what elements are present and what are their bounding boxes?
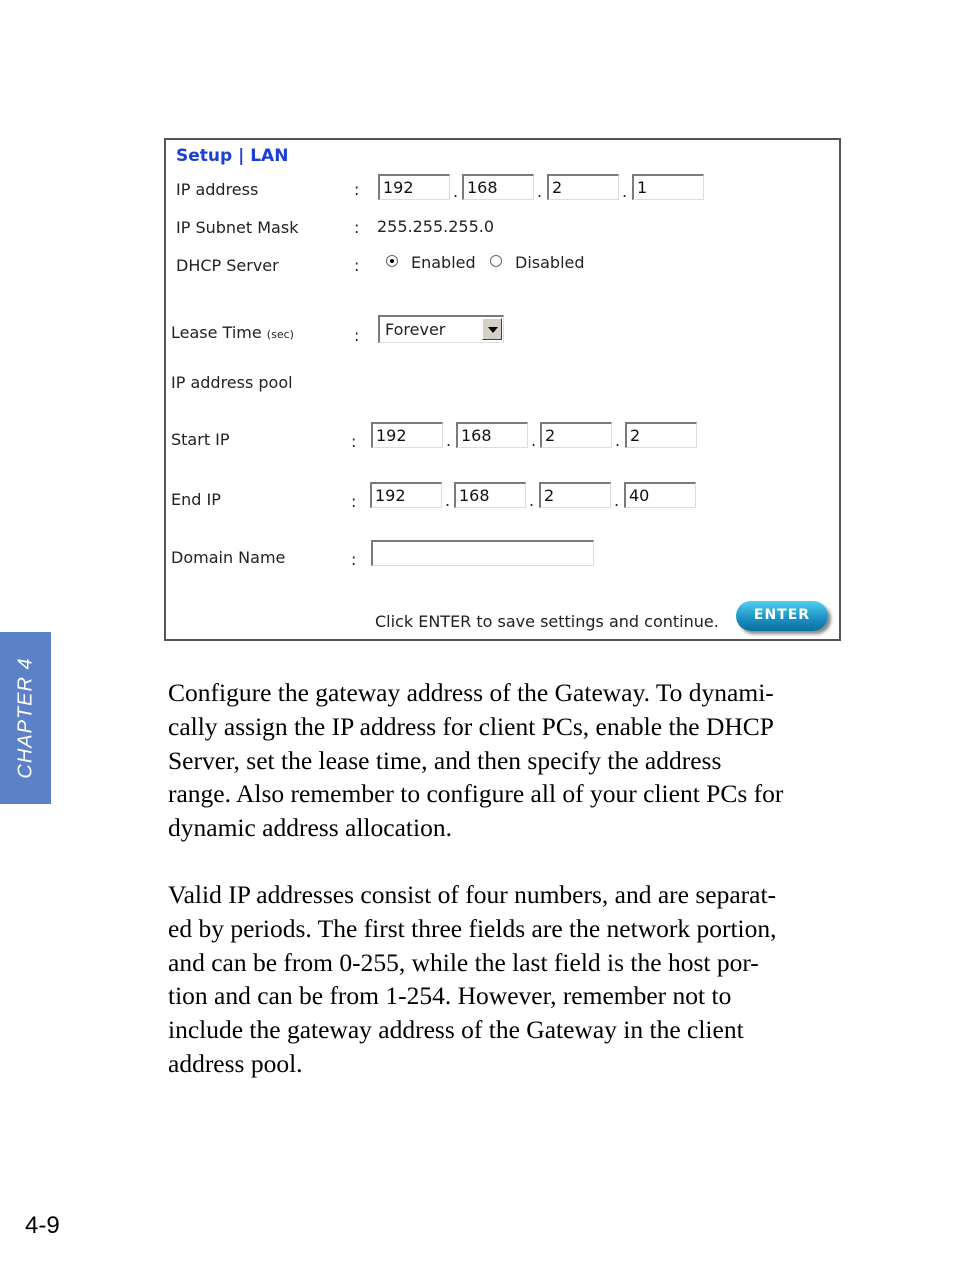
paragraph-1 <box>168 676 868 845</box>
text-line: dynamic address allocation. <box>168 813 452 843</box>
dot: . <box>446 431 452 450</box>
subnet-mask-label: IP Subnet Mask <box>176 218 299 237</box>
dot: . <box>529 491 535 510</box>
colon: : <box>354 180 360 199</box>
chevron-down-icon[interactable] <box>482 318 502 340</box>
dot: . <box>531 431 537 450</box>
dot: . <box>537 182 543 201</box>
text-line: range. Also remember to configure all of your client PCs for <box>168 779 784 809</box>
text-line: address pool. <box>168 1048 303 1078</box>
panel-title: Setup | LAN <box>176 146 289 166</box>
dot: . <box>453 182 459 201</box>
dhcp-disabled-label: Disabled <box>515 253 585 272</box>
text-line: include the gateway address of the Gateway in the client <box>168 1015 744 1045</box>
text-line: tion and can be from 1-254. However, remember not to <box>168 981 732 1011</box>
colon: : <box>354 256 360 275</box>
enter-button[interactable]: ENTER <box>736 601 828 631</box>
dot: . <box>614 491 620 510</box>
text-line: cally assign the IP address for client PCs, enable the DHCP <box>168 711 774 741</box>
dot: . <box>615 431 621 450</box>
ip-address-label: IP address <box>176 180 259 199</box>
start-ip-octet-1[interactable] <box>371 422 443 448</box>
subnet-mask-value: 255.255.255.0 <box>377 217 495 236</box>
domain-name-label: Domain Name <box>171 548 286 567</box>
text-line: Valid IP addresses consist of four numbers, and are separat- <box>168 880 777 909</box>
dot: . <box>445 491 451 510</box>
start-ip-octet-3[interactable] <box>540 422 612 448</box>
text-line: and can be from 0-255, while the last field is the host por- <box>168 947 759 977</box>
colon: : <box>351 492 357 511</box>
dhcp-enabled-radio[interactable] <box>386 255 398 267</box>
lease-time-text: Lease Time <box>171 323 262 342</box>
ip-octet-4[interactable] <box>632 174 704 200</box>
dhcp-disabled-radio[interactable] <box>490 255 502 267</box>
text-line: Server, set the lease time, and then specify the address <box>168 745 722 775</box>
text-line: Configure the gateway address of the Gateway. To dynami- <box>168 678 774 707</box>
text-line: ed by periods. The first three fields are the network portion, <box>168 913 777 943</box>
dot: . <box>622 182 628 201</box>
end-ip-label: End IP <box>171 490 221 509</box>
lease-time-label <box>171 323 294 342</box>
start-ip-octet-2[interactable] <box>456 422 528 448</box>
domain-name-input[interactable] <box>371 540 594 566</box>
colon: : <box>354 326 360 345</box>
dhcp-enabled-label: Enabled <box>411 253 476 272</box>
paragraph-2 <box>168 878 868 1081</box>
ip-octet-3[interactable] <box>547 174 619 200</box>
ip-octet-2[interactable] <box>462 174 534 200</box>
colon: : <box>351 550 357 569</box>
colon: : <box>351 432 357 451</box>
ip-octet-1[interactable] <box>378 174 450 200</box>
lease-time-value: Forever <box>385 320 446 339</box>
dhcp-server-label: DHCP Server <box>176 256 279 275</box>
start-ip-octet-4[interactable] <box>625 422 697 448</box>
ip-pool-label: IP address pool <box>171 373 293 392</box>
end-ip-octet-4[interactable] <box>624 482 696 508</box>
end-ip-octet-1[interactable] <box>370 482 442 508</box>
chapter-label: CHAPTER 4 <box>14 657 36 779</box>
lan-setup-screenshot <box>164 138 841 641</box>
chapter-tab <box>0 632 51 804</box>
start-ip-label: Start IP <box>171 430 230 449</box>
end-ip-octet-2[interactable] <box>454 482 526 508</box>
colon: : <box>354 218 360 237</box>
end-ip-octet-3[interactable] <box>539 482 611 508</box>
save-hint-text: Click ENTER to save settings and continue. <box>375 612 719 631</box>
lease-time-unit: (sec) <box>266 328 294 341</box>
page-number: 4-9 <box>25 1212 60 1239</box>
lease-time-select[interactable] <box>378 315 504 343</box>
